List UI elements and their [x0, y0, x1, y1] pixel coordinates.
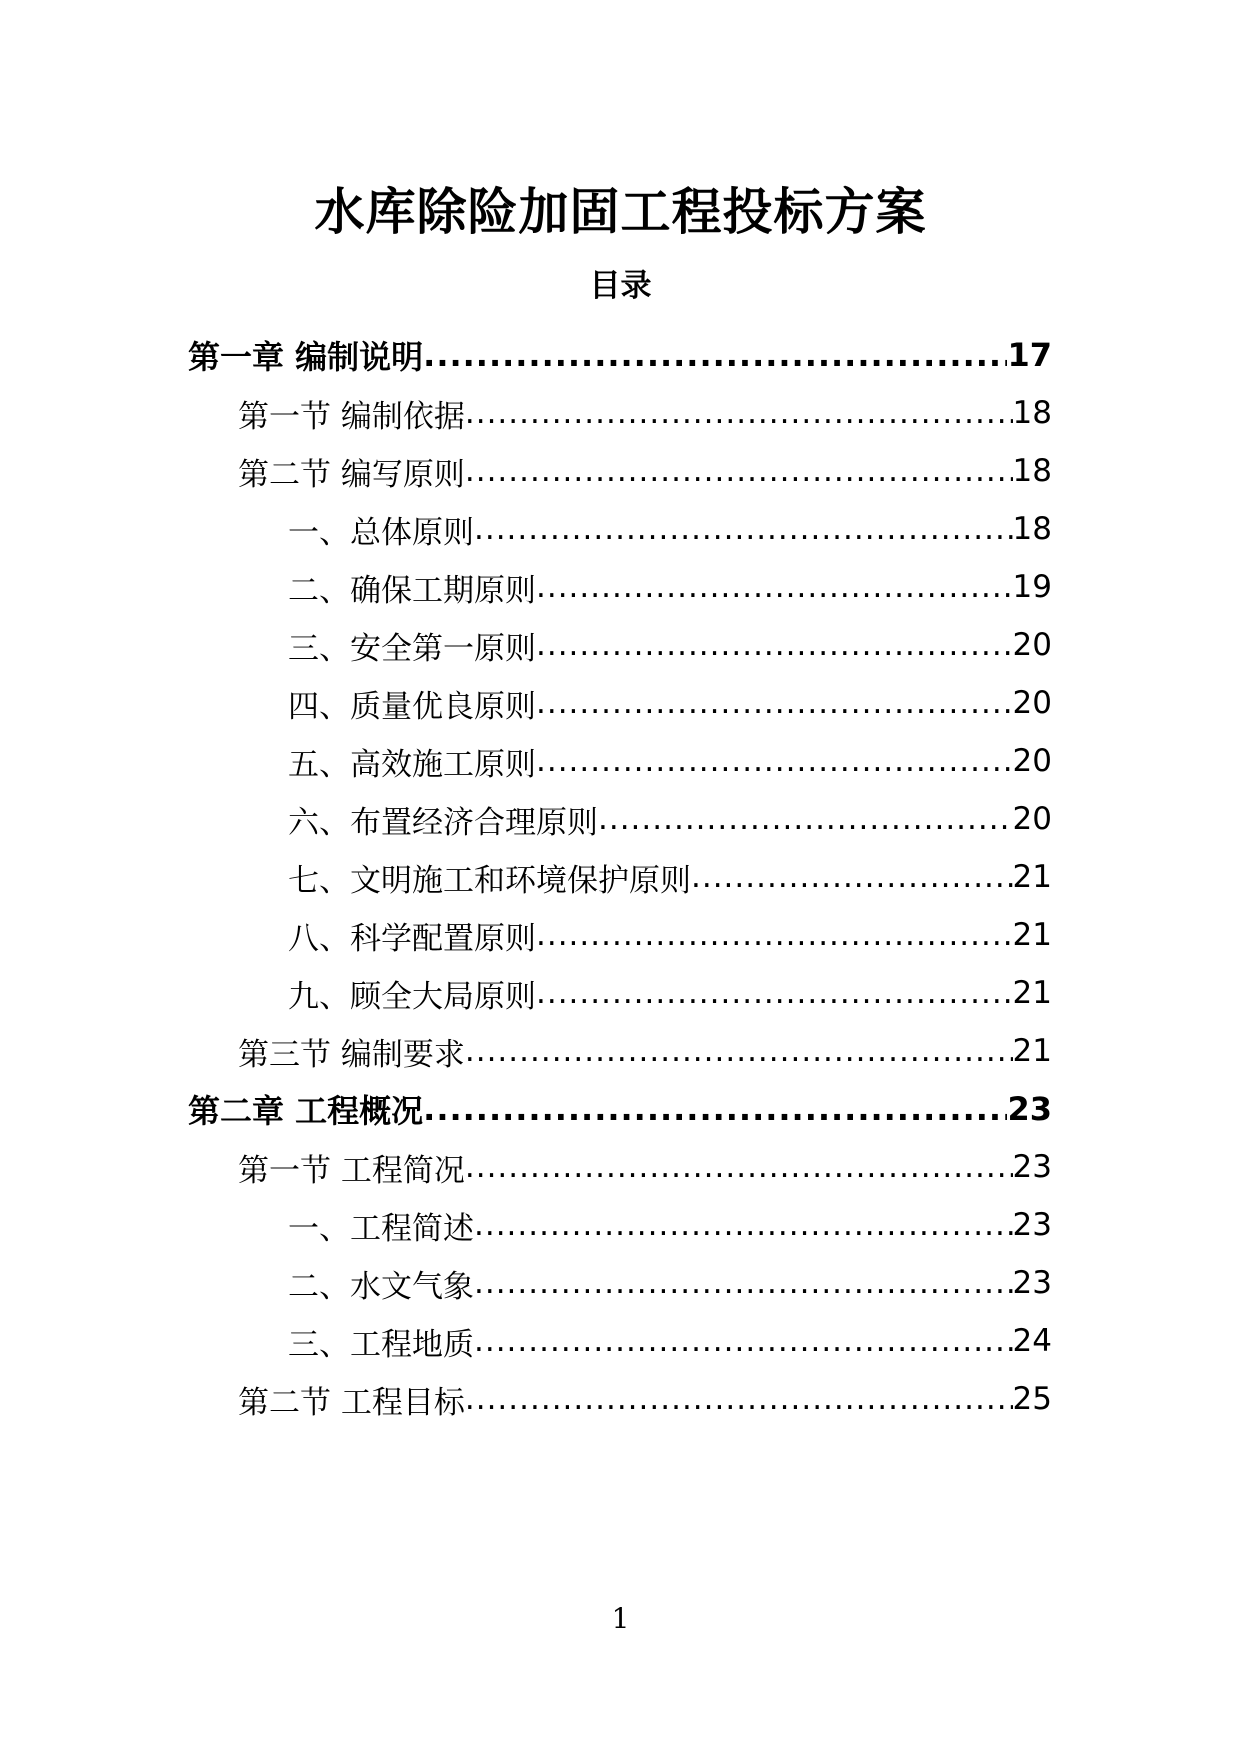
toc-entry-label: 二、水文气象 — [288, 1268, 474, 1305]
toc-entry-label: 三、工程地质 — [288, 1326, 474, 1363]
toc-leader-dots — [465, 1381, 1013, 1417]
toc-entry-label: 四、质量优良原则 — [288, 688, 536, 725]
toc-leader-dots — [474, 1323, 1013, 1359]
toc-entry-label: 第二节 工程目标 — [238, 1384, 465, 1421]
toc-entry-label: 九、顾全大局原则 — [288, 978, 536, 1015]
toc-leader-dots — [598, 801, 1013, 837]
document-title: 水库除险加固工程投标方案 — [314, 183, 927, 241]
toc-leader-dots — [474, 511, 1013, 547]
toc-entry-label: 第一节 工程简况 — [238, 1152, 465, 1189]
toc-entry-section[interactable] — [238, 1142, 1052, 1192]
toc-entry-label: 第一章 编制说明 — [188, 338, 424, 376]
toc-leader-dots — [536, 685, 1013, 721]
page-number: 1 — [611, 1602, 630, 1635]
toc-leader-dots — [423, 336, 1007, 374]
toc-entry-chapter[interactable] — [188, 330, 1052, 380]
toc-entry-label: 八、科学配置原则 — [288, 920, 536, 957]
toc-entry-section[interactable] — [238, 1026, 1052, 1076]
toc-entry-label: 第二节 编写原则 — [238, 456, 465, 493]
toc-entry-label: 一、工程简述 — [288, 1210, 474, 1247]
toc-entry-label: 第二章 工程概况 — [188, 1092, 424, 1130]
toc-entry-chapter[interactable] — [188, 1084, 1052, 1134]
toc-entry-section[interactable] — [238, 446, 1052, 496]
toc-leader-dots — [536, 975, 1013, 1011]
toc-entry-page: 17 — [1007, 336, 1052, 374]
toc-entry-label: 三、安全第一原则 — [288, 630, 536, 667]
toc-entry-item[interactable] — [288, 504, 1052, 554]
toc-entry-item[interactable] — [288, 852, 1052, 902]
toc-entry-item[interactable] — [288, 1200, 1052, 1250]
toc-entry-item[interactable] — [288, 1316, 1052, 1366]
toc-entry-label: 第一节 编制依据 — [238, 398, 465, 435]
toc-leader-dots — [465, 1149, 1013, 1185]
toc-entry-page: 20 — [1012, 627, 1052, 663]
toc-leader-dots — [536, 743, 1013, 779]
toc-entry-label: 五、高效施工原则 — [288, 746, 536, 783]
toc-entry-label: 第三节 编制要求 — [238, 1036, 465, 1073]
toc-entry-page: 21 — [1012, 917, 1052, 953]
toc-entry-label: 一、总体原则 — [288, 514, 474, 551]
toc-leader-dots — [536, 569, 1013, 605]
toc-entry-page: 21 — [1012, 859, 1052, 895]
toc-entry-item[interactable] — [288, 562, 1052, 612]
toc-entry-item[interactable] — [288, 678, 1052, 728]
toc-entry-page: 24 — [1012, 1323, 1052, 1359]
toc-leader-dots — [465, 395, 1013, 431]
toc-entry-label: 七、文明施工和环境保护原则 — [288, 862, 691, 899]
toc-leader-dots — [474, 1265, 1013, 1301]
toc-entry-section[interactable] — [238, 388, 1052, 438]
toc-leader-dots — [465, 453, 1013, 489]
toc-entry-item[interactable] — [288, 736, 1052, 786]
toc-leader-dots — [536, 917, 1013, 953]
toc-entry-page: 25 — [1012, 1381, 1052, 1417]
toc-entry-page: 20 — [1012, 801, 1052, 837]
toc-entry-page: 18 — [1012, 511, 1052, 547]
toc-entry-item[interactable] — [288, 620, 1052, 670]
toc-entry-page: 23 — [1012, 1207, 1052, 1243]
toc-leader-dots — [474, 1207, 1013, 1243]
toc-entry-item[interactable] — [288, 1258, 1052, 1308]
toc-entry-page: 20 — [1012, 743, 1052, 779]
toc-entry-page: 18 — [1012, 453, 1052, 489]
toc-entry-page: 21 — [1012, 1033, 1052, 1069]
toc-entry-label: 二、确保工期原则 — [288, 572, 536, 609]
toc-entry-page: 23 — [1012, 1265, 1052, 1301]
toc-entry-item[interactable] — [288, 794, 1052, 844]
toc-entry-item[interactable] — [288, 910, 1052, 960]
toc-entry-item[interactable] — [288, 968, 1052, 1018]
toc-entry-page: 19 — [1012, 569, 1052, 605]
toc-entry-section[interactable] — [238, 1374, 1052, 1424]
toc-leader-dots — [536, 627, 1013, 663]
toc-leader-dots — [423, 1090, 1007, 1128]
toc-entry-page: 18 — [1012, 395, 1052, 431]
toc-entry-page: 20 — [1012, 685, 1052, 721]
toc-entry-page: 21 — [1012, 975, 1052, 1011]
toc-leader-dots — [691, 859, 1013, 895]
toc-heading: 目录 — [589, 268, 652, 304]
toc-entry-page: 23 — [1012, 1149, 1052, 1185]
toc-entry-label: 六、布置经济合理原则 — [288, 804, 598, 841]
toc-entry-page: 23 — [1007, 1090, 1052, 1128]
toc-leader-dots — [465, 1033, 1013, 1069]
